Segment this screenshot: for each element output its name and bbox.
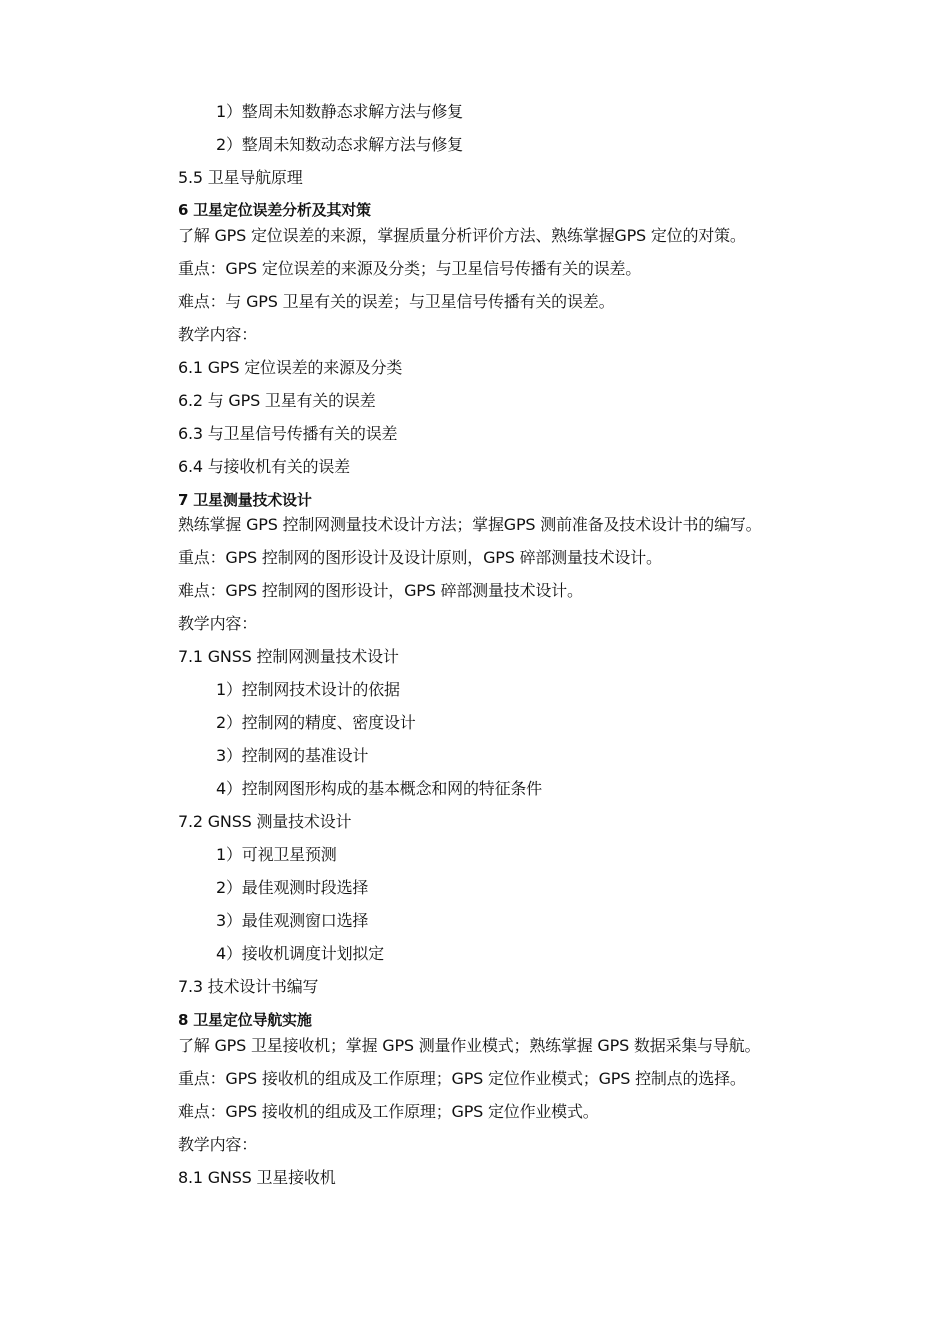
list-item: 3）控制网的基准设计 xyxy=(216,746,369,765)
chapter-heading: 6 卫星定位误差分析及其对策 xyxy=(178,201,371,219)
list-item: 2）最佳观测时段选择 xyxy=(216,878,369,897)
section-title: 7.2 GNSS 测量技术设计 xyxy=(178,812,352,831)
difficult-points: 难点：GPS 控制网的图形设计，GPS 碎部测量技术设计。 xyxy=(178,581,583,600)
difficult-points: 难点：与 GPS 卫星有关的误差；与卫星信号传播有关的误差。 xyxy=(178,292,615,311)
paragraph: 熟练掌握 GPS 控制网测量技术设计方法；掌握GPS 测前准备及技术设计书的编写。 xyxy=(178,515,762,534)
paragraph: 了解 GPS 卫星接收机；掌握 GPS 测量作业模式；熟练掌握 GPS 数据采集与导航。 xyxy=(178,1036,761,1055)
list-item: 1）整周未知数静态求解方法与修复 xyxy=(216,102,463,121)
section-title: 8.1 GNSS 卫星接收机 xyxy=(178,1168,336,1187)
list-item: 1）可视卫星预测 xyxy=(216,845,337,864)
section-title: 6.1 GPS 定位误差的来源及分类 xyxy=(178,358,403,377)
list-item: 1）控制网技术设计的依据 xyxy=(216,680,400,699)
section-title: 6.3 与卫星信号传播有关的误差 xyxy=(178,424,398,443)
paragraph: 了解 GPS 定位误差的来源，掌握质量分析评价方法、熟练掌握GPS 定位的对策。 xyxy=(178,226,746,245)
list-item: 2）整周未知数动态求解方法与修复 xyxy=(216,135,463,154)
teaching-content-label: 教学内容： xyxy=(178,614,258,633)
section-title: 7.3 技术设计书编写 xyxy=(178,977,319,996)
list-item: 4）接收机调度计划拟定 xyxy=(216,944,384,963)
key-points: 重点：GPS 控制网的图形设计及设计原则，GPS 碎部测量技术设计。 xyxy=(178,548,662,567)
list-item: 2）控制网的精度、密度设计 xyxy=(216,713,416,732)
teaching-content-label: 教学内容： xyxy=(178,325,258,344)
difficult-points: 难点：GPS 接收机的组成及工作原理；GPS 定位作业模式。 xyxy=(178,1102,599,1121)
section-title: 6.4 与接收机有关的误差 xyxy=(178,457,350,476)
key-points: 重点：GPS 定位误差的来源及分类；与卫星信号传播有关的误差。 xyxy=(178,259,642,278)
chapter-heading: 8 卫星定位导航实施 xyxy=(178,1011,312,1029)
section-title: 6.2 与 GPS 卫星有关的误差 xyxy=(178,391,376,410)
key-points: 重点：GPS 接收机的组成及工作原理；GPS 定位作业模式；GPS 控制点的选择。 xyxy=(178,1069,746,1088)
list-item: 3）最佳观测窗口选择 xyxy=(216,911,369,930)
chapter-heading: 7 卫星测量技术设计 xyxy=(178,491,312,509)
list-item: 4）控制网图形构成的基本概念和网的特征条件 xyxy=(216,779,542,798)
teaching-content-label: 教学内容： xyxy=(178,1135,258,1154)
section-title: 5.5 卫星导航原理 xyxy=(178,168,303,187)
section-title: 7.1 GNSS 控制网测量技术设计 xyxy=(178,647,399,666)
